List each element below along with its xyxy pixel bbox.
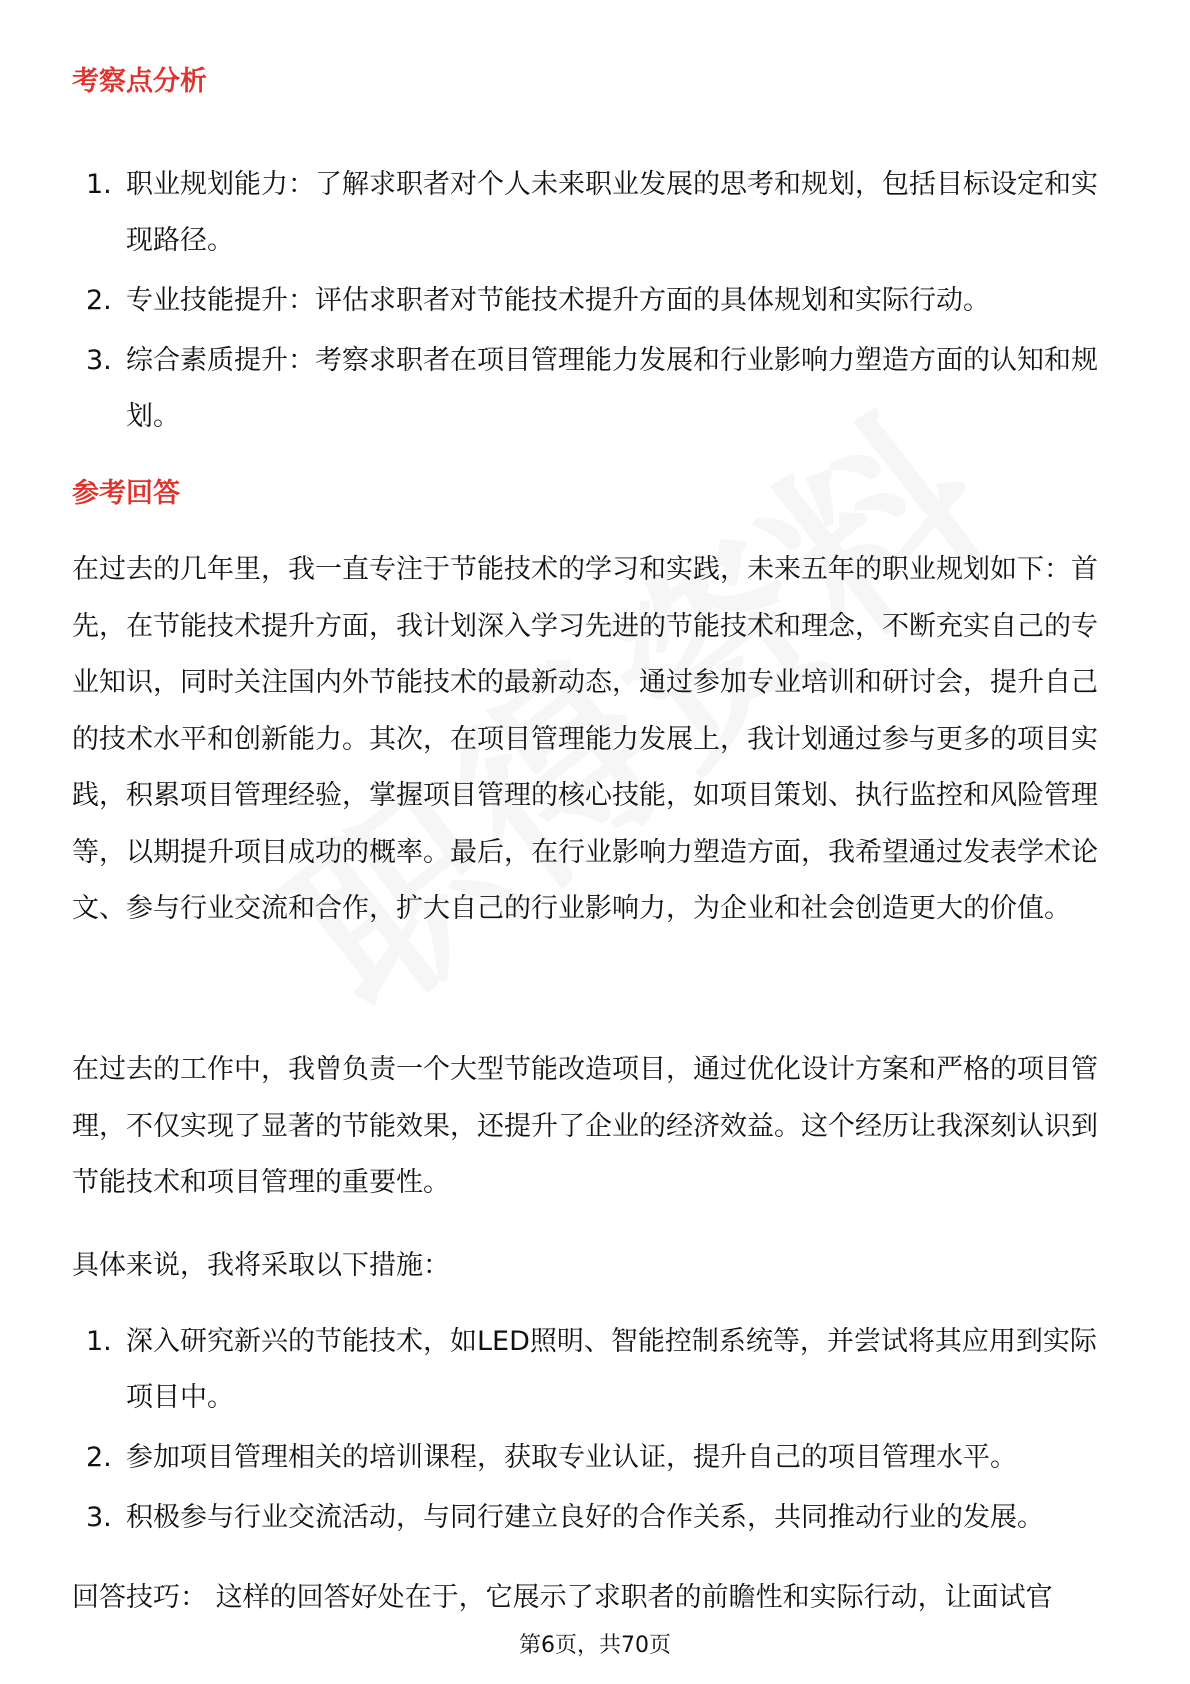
analysis-list <box>72 157 1118 449</box>
list-item <box>72 1490 1118 1546</box>
list-item-text: 专业技能提升：评估求职者对节能技术提升方面的具体规划和实际行动。 <box>126 285 990 316</box>
list-number: 3. <box>86 345 112 376</box>
list-number: 1. <box>86 1326 112 1357</box>
list-number: 1. <box>86 169 112 200</box>
list-item-text: 深入研究新兴的节能技术，如LED照明、智能控制系统等，并尝试将其应用到实际项目中。 <box>126 1326 1097 1413</box>
section-title-analysis: 考察点分析 <box>72 66 207 97</box>
list-item-text: 综合素质提升：考察求职者在项目管理能力发展和行业影响力塑造方面的认知和规划。 <box>126 345 1098 432</box>
measures-list <box>72 1314 1118 1550</box>
list-item-text: 职业规划能力：了解求职者对个人未来职业发展的思考和规划，包括目标设定和实现路径。 <box>126 169 1098 256</box>
page-number: 第6页，共70页 <box>519 1633 671 1658</box>
list-item <box>72 1430 1118 1486</box>
answer-paragraph-3: 具体来说，我将采取以下措施： <box>72 1250 450 1281</box>
answer-paragraph-2: 在过去的工作中，我曾负责一个大型节能改造项目，通过优化设计方案和严格的项目管理，不仅实现了显著的节能效果，还提升了企业的经济效益。这个经历让我深刻认识到节能技术和项目管理的重要性。 <box>72 1054 1098 1198</box>
answer-tip: 回答技巧： 这样的回答好处在于，它展示了求职者的前瞻性和实际行动，让面试官 <box>72 1582 1053 1613</box>
list-number: 2. <box>86 285 112 316</box>
section-title-reference-answer: 参考回答 <box>72 478 180 509</box>
answer-paragraph-1: 在过去的几年里，我一直专注于节能技术的学习和实践，未来五年的职业规划如下：首先，在节能技术提升方面，我计划深入学习先进的节能技术和理念，不断充实自己的专业知识，同时关注国内外节能技术的最新动态，通过参加专业培训和研讨会，提升自己的技术水平和创新能力。其次，在项目管理能力发展上，我计划通过参与更多的项目实践，积累项目管理经验，掌握项目管理的核心技能，如项目策划、执行监控和风险管理等，以期提升项目成功的概率。最后，在行业影响力塑造方面，我希望通过发表学术论文、参与行业交流和合作，扩大自己的行业影响力，为企业和社会创造更大的价值。 <box>72 554 1098 924</box>
list-item <box>72 1314 1118 1426</box>
list-number: 3. <box>86 1502 112 1533</box>
list-item <box>72 157 1118 269</box>
list-item-text: 积极参与行业交流活动，与同行建立良好的合作关系，共同推动行业的发展。 <box>126 1502 1044 1533</box>
list-item <box>72 333 1118 445</box>
list-item <box>72 273 1118 329</box>
list-number: 2. <box>86 1442 112 1473</box>
list-item-text: 参加项目管理相关的培训课程，获取专业认证，提升自己的项目管理水平。 <box>126 1442 1017 1473</box>
